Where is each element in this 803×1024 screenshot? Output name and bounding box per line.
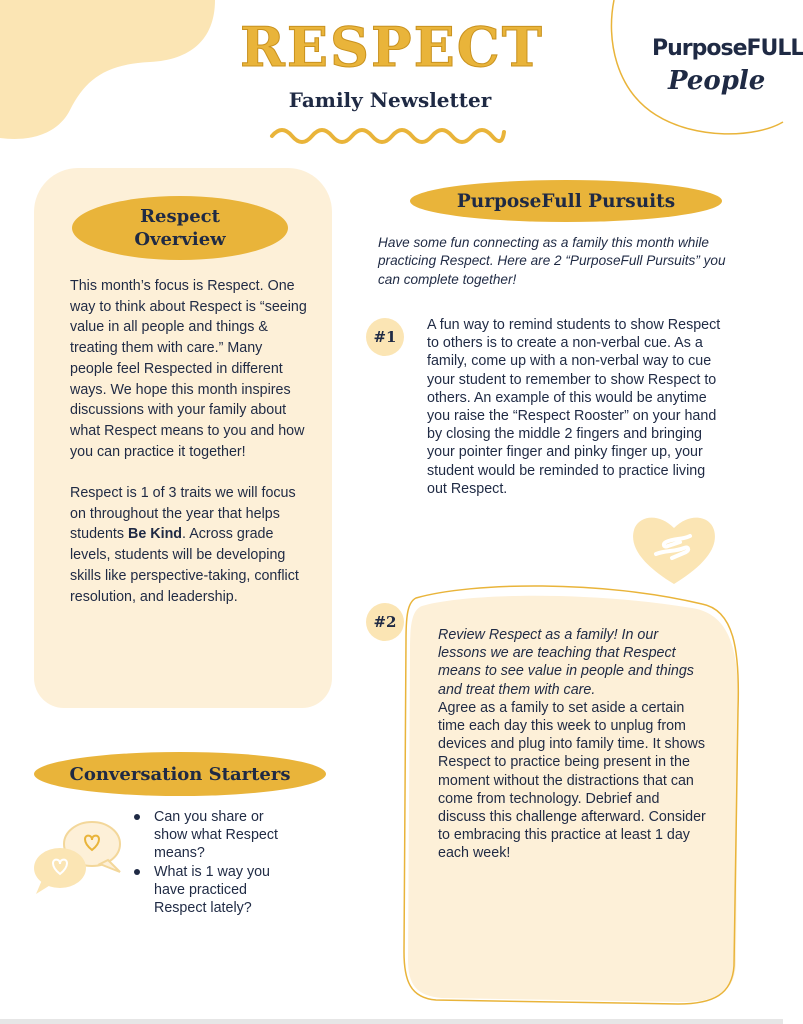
pursuit-number-badge: #1 bbox=[366, 318, 404, 356]
conversation-item: What is 1 way you have practiced Respect lately? bbox=[132, 863, 292, 918]
heart-hands-icon bbox=[628, 510, 720, 586]
overview-paragraph-1: This month’s focus is Respect. One way to think about Respect is “seeing value in all people and things & treating them with care.” Many people feel Respected in different ways. We hope this month inspires discussions with your family about what Respect means to you and how you can practice it together! bbox=[70, 278, 307, 460]
overview-paragraph-2: Respect is 1 of 3 traits we will focus on throughout the year that helps students Be Kind. Across grade levels, students will be developing skills like perspective-taking, conflict resolution, and leadership. bbox=[70, 485, 299, 605]
pursuit-2-text bbox=[438, 626, 710, 863]
pursuit-2-italic-text: Review Respect as a family! In our lessons we are teaching that Respect means to see value in people and things and treat them with care. bbox=[438, 627, 694, 698]
pursuits-heading: PurposeFull Pursuits bbox=[410, 180, 722, 222]
conversation-heading: Conversation Starters bbox=[34, 752, 326, 796]
logo-wordmark-line1: PurposeFULL bbox=[652, 36, 803, 61]
pursuit-number-badge: #2 bbox=[366, 603, 404, 641]
conversation-item: Can you share or show what Respect means? bbox=[132, 808, 292, 863]
logo-wordmark-line2: People bbox=[668, 66, 766, 96]
be-kind-emphasis: Be Kind bbox=[128, 526, 183, 543]
speech-bubbles-icon bbox=[30, 818, 126, 896]
overview-body bbox=[70, 276, 308, 607]
overview-heading-line2: Overview bbox=[134, 229, 226, 250]
footer-divider bbox=[0, 1019, 783, 1024]
newsletter-title: RESPECT bbox=[240, 15, 544, 79]
overview-heading-line1: Respect bbox=[140, 205, 220, 227]
decorative-blob bbox=[0, 0, 215, 142]
overview-heading bbox=[72, 196, 288, 260]
squiggle-divider bbox=[268, 122, 508, 142]
newsletter-subtitle: Family Newsletter bbox=[288, 88, 492, 112]
conversation-list bbox=[132, 808, 292, 917]
pursuit-2-body-text: Agree as a family to set aside a certain time each day this week to unplug from devices and plug into family time. It shows Respect to practice being present in the moment without the distractions that can come from technology. Debrief and discuss this challenge afterward. Consider to embracing this practice at least 1 day each week! bbox=[438, 699, 706, 862]
pursuit-1-text: A fun way to remind students to show Respect to others is to create a non-verbal cue. As a family, come up with a non-verbal way to cue your student to remember to show Respect to others. An example of this would be anytime you raise the “Respect Rooster” on your hand by closing the middle 2 fingers and bringing your pointer finger and pinky finger up, your student would be reminded to practice living out Respect. bbox=[427, 317, 721, 497]
pursuits-intro: Have some fun connecting as a family this month while practicing Respect. Here are 2 “PurposeFull Pursuits” you can complete together! bbox=[378, 235, 726, 287]
